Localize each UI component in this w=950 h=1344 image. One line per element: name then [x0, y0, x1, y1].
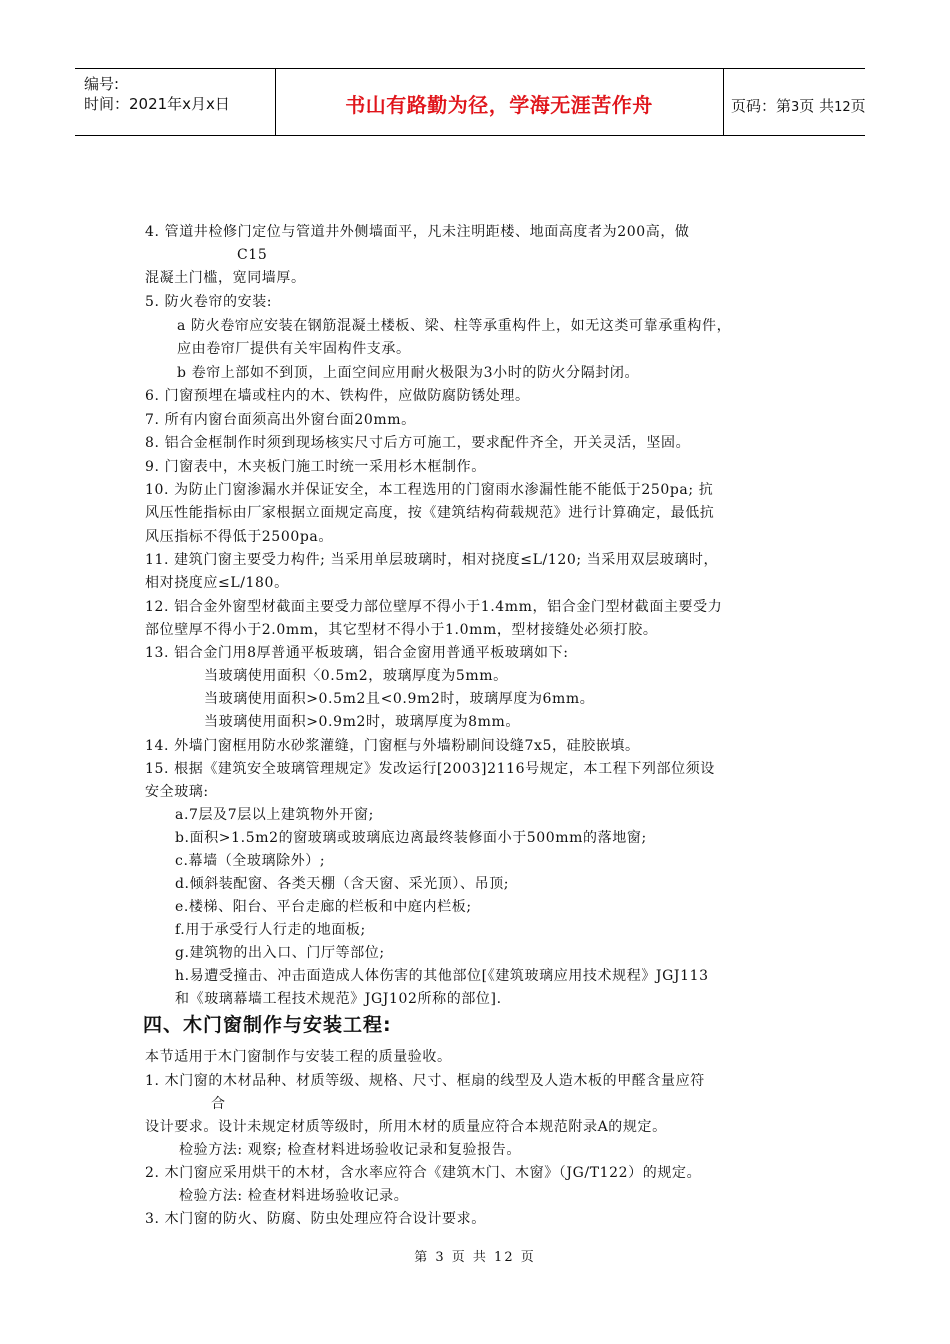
body-line: 当玻璃使用面积>0.9m2时，玻璃厚度为8mm。 — [204, 714, 521, 730]
body-line: c.幕墙（全玻璃除外）; — [175, 853, 326, 869]
body-line: b 卷帘上部如不到顶，上面空间应用耐火极限为3小时的防火分隔封闭。 — [177, 365, 640, 381]
body-line: a.7层及7层以上建筑物外开窗; — [175, 807, 374, 823]
body-line: 7. 所有内窗台面须高出外窗台面20mm。 — [145, 412, 416, 428]
body-line: 应由卷帘厂提供有关牢固构件支承。 — [177, 341, 411, 357]
body-line: 检验方法: 观察; 检查材料进场验收记录和复验报告。 — [179, 1142, 521, 1158]
body-line: h.易遭受撞击、冲击面造成人体伤害的其他部位[《建筑玻璃应用技术规程》JGJ113 — [175, 968, 709, 984]
body-line: 12. 铝合金外窗型材截面主要受力部位壁厚不得小于1.4mm，铝合金门型材截面主要受力 — [145, 599, 723, 615]
body-line: 和《玻璃幕墙工程技术规范》JGJ102所称的部位]. — [175, 991, 502, 1007]
body-line: 9. 门窗表中，木夹板门施工时统一采用杉木框制作。 — [145, 459, 486, 475]
body-line: 检验方法: 检查材料进场验收记录。 — [179, 1188, 409, 1204]
page-header — [75, 68, 865, 136]
body-line: 4. 管道井检修门定位与管道井外侧墙面平，凡未注明距楼、地面高度者为200高，做 — [145, 224, 690, 240]
body-line: 3. 木门窗的防火、防腐、防虫处理应符合设计要求。 — [145, 1211, 486, 1227]
body-line: 相对挠度应≤L/180。 — [145, 575, 289, 591]
body-line: d.倾斜装配窗、各类天棚（含天窗、采光顶）、吊顶; — [175, 876, 510, 892]
body-line: 10. 为防止门窗渗漏水并保证安全，本工程选用的门窗雨水渗漏性能不能低于250pa; 抗 — [145, 482, 714, 498]
page-middle: 页 共 — [799, 97, 835, 115]
body-line: 合 — [211, 1096, 226, 1112]
body-line: 11. 建筑门窗主要受力构件; 当采用单层玻璃时，相对挠度≤L/120; 当采用双层玻璃时， — [145, 552, 719, 568]
body-line: 当玻璃使用面积>0.5m2且<0.9m2时，玻璃厚度为6mm。 — [204, 691, 595, 707]
body-line: 2. 木门窗应采用烘干的木材，含水率应符合《建筑木门、木窗》（JG/T122）的规定。 — [145, 1165, 702, 1181]
header-motto-cell — [275, 69, 724, 135]
header-meta-cell — [75, 69, 276, 135]
body-line: b.面积>1.5m2的窗玻璃或玻璃底边离最终装修面小于500mm的落地窗; — [175, 830, 647, 846]
body-line: 设计要求。设计未规定材质等级时，所用木材的质量应符合本规范附录A的规定。 — [145, 1119, 667, 1135]
body-line: 当玻璃使用面积〈0.5m2，玻璃厚度为5mm。 — [204, 668, 508, 684]
page-total: 12 — [834, 100, 851, 115]
page-prefix: 页码：第 — [731, 97, 792, 115]
body-line: 风压指标不得低于2500pa。 — [145, 529, 333, 545]
section-title: 四、木门窗制作与安装工程: — [143, 1014, 392, 1036]
page-suffix: 页 — [850, 97, 866, 115]
body-line: f.用于承受行人行走的地面板; — [175, 922, 366, 938]
body-line: a 防火卷帘应安装在钢筋混凝土楼板、梁、柱等承重构件上，如无这类可靠承重构件， — [177, 318, 732, 334]
header-motto: 书山有路勤为径，学海无涯苦作舟 — [345, 93, 653, 117]
body-line: 5. 防火卷帘的安装: — [145, 294, 273, 310]
body-line: 混凝土门槛，宽同墙厚。 — [145, 270, 306, 286]
body-line: 风压性能指标由厂家根据立面规定高度，按《建筑结构荷载规范》进行计算确定，最低抗 — [145, 505, 715, 521]
body-line: 安全玻璃: — [145, 784, 209, 800]
document-time-label: 时间：2021年x月x日 — [84, 95, 230, 113]
body-line: 8. 铝合金框制作时须到现场核实尺寸后方可施工，要求配件齐全，开关灵活，坚固。 — [145, 435, 691, 451]
body-line: e.楼梯、阳台、平台走廊的栏板和中庭内栏板; — [175, 899, 472, 915]
body-line: 部位壁厚不得小于2.0mm，其它型材不得小于1.0mm，型材接缝处必须打胶。 — [145, 622, 658, 638]
body-line: 13. 铝合金门用8厚普通平板玻璃，铝合金窗用普通平板玻璃如下: — [145, 645, 569, 661]
body-line: C15 — [237, 247, 268, 263]
body-line: 本节适用于木门窗制作与安装工程的质量验收。 — [145, 1049, 452, 1065]
body-line: 1. 木门窗的木材品种、材质等级、规格、尺寸、框扇的线型及人造木板的甲醛含量应符 — [145, 1073, 705, 1089]
header-page-cell — [723, 69, 865, 135]
header-page-indicator — [731, 95, 866, 116]
body-line: 14. 外墙门窗框用防水砂浆灌缝，门窗框与外墙粉刷间设缝7x5，硅胶嵌填。 — [145, 738, 640, 754]
page-footer: 第 3 页 共 12 页 — [414, 1250, 536, 1265]
body-line: 6. 门窗预埋在墙或柱内的木、铁构件，应做防腐防锈处理。 — [145, 388, 530, 404]
body-line: 15. 根据《建筑安全玻璃管理规定》发改运行[2003]2116号规定，本工程下列部位须设 — [145, 761, 715, 777]
body-line: g.建筑物的出入口、门厅等部位; — [175, 945, 385, 961]
document-number-label: 编号: — [84, 75, 120, 93]
page-current: 3 — [791, 100, 800, 115]
